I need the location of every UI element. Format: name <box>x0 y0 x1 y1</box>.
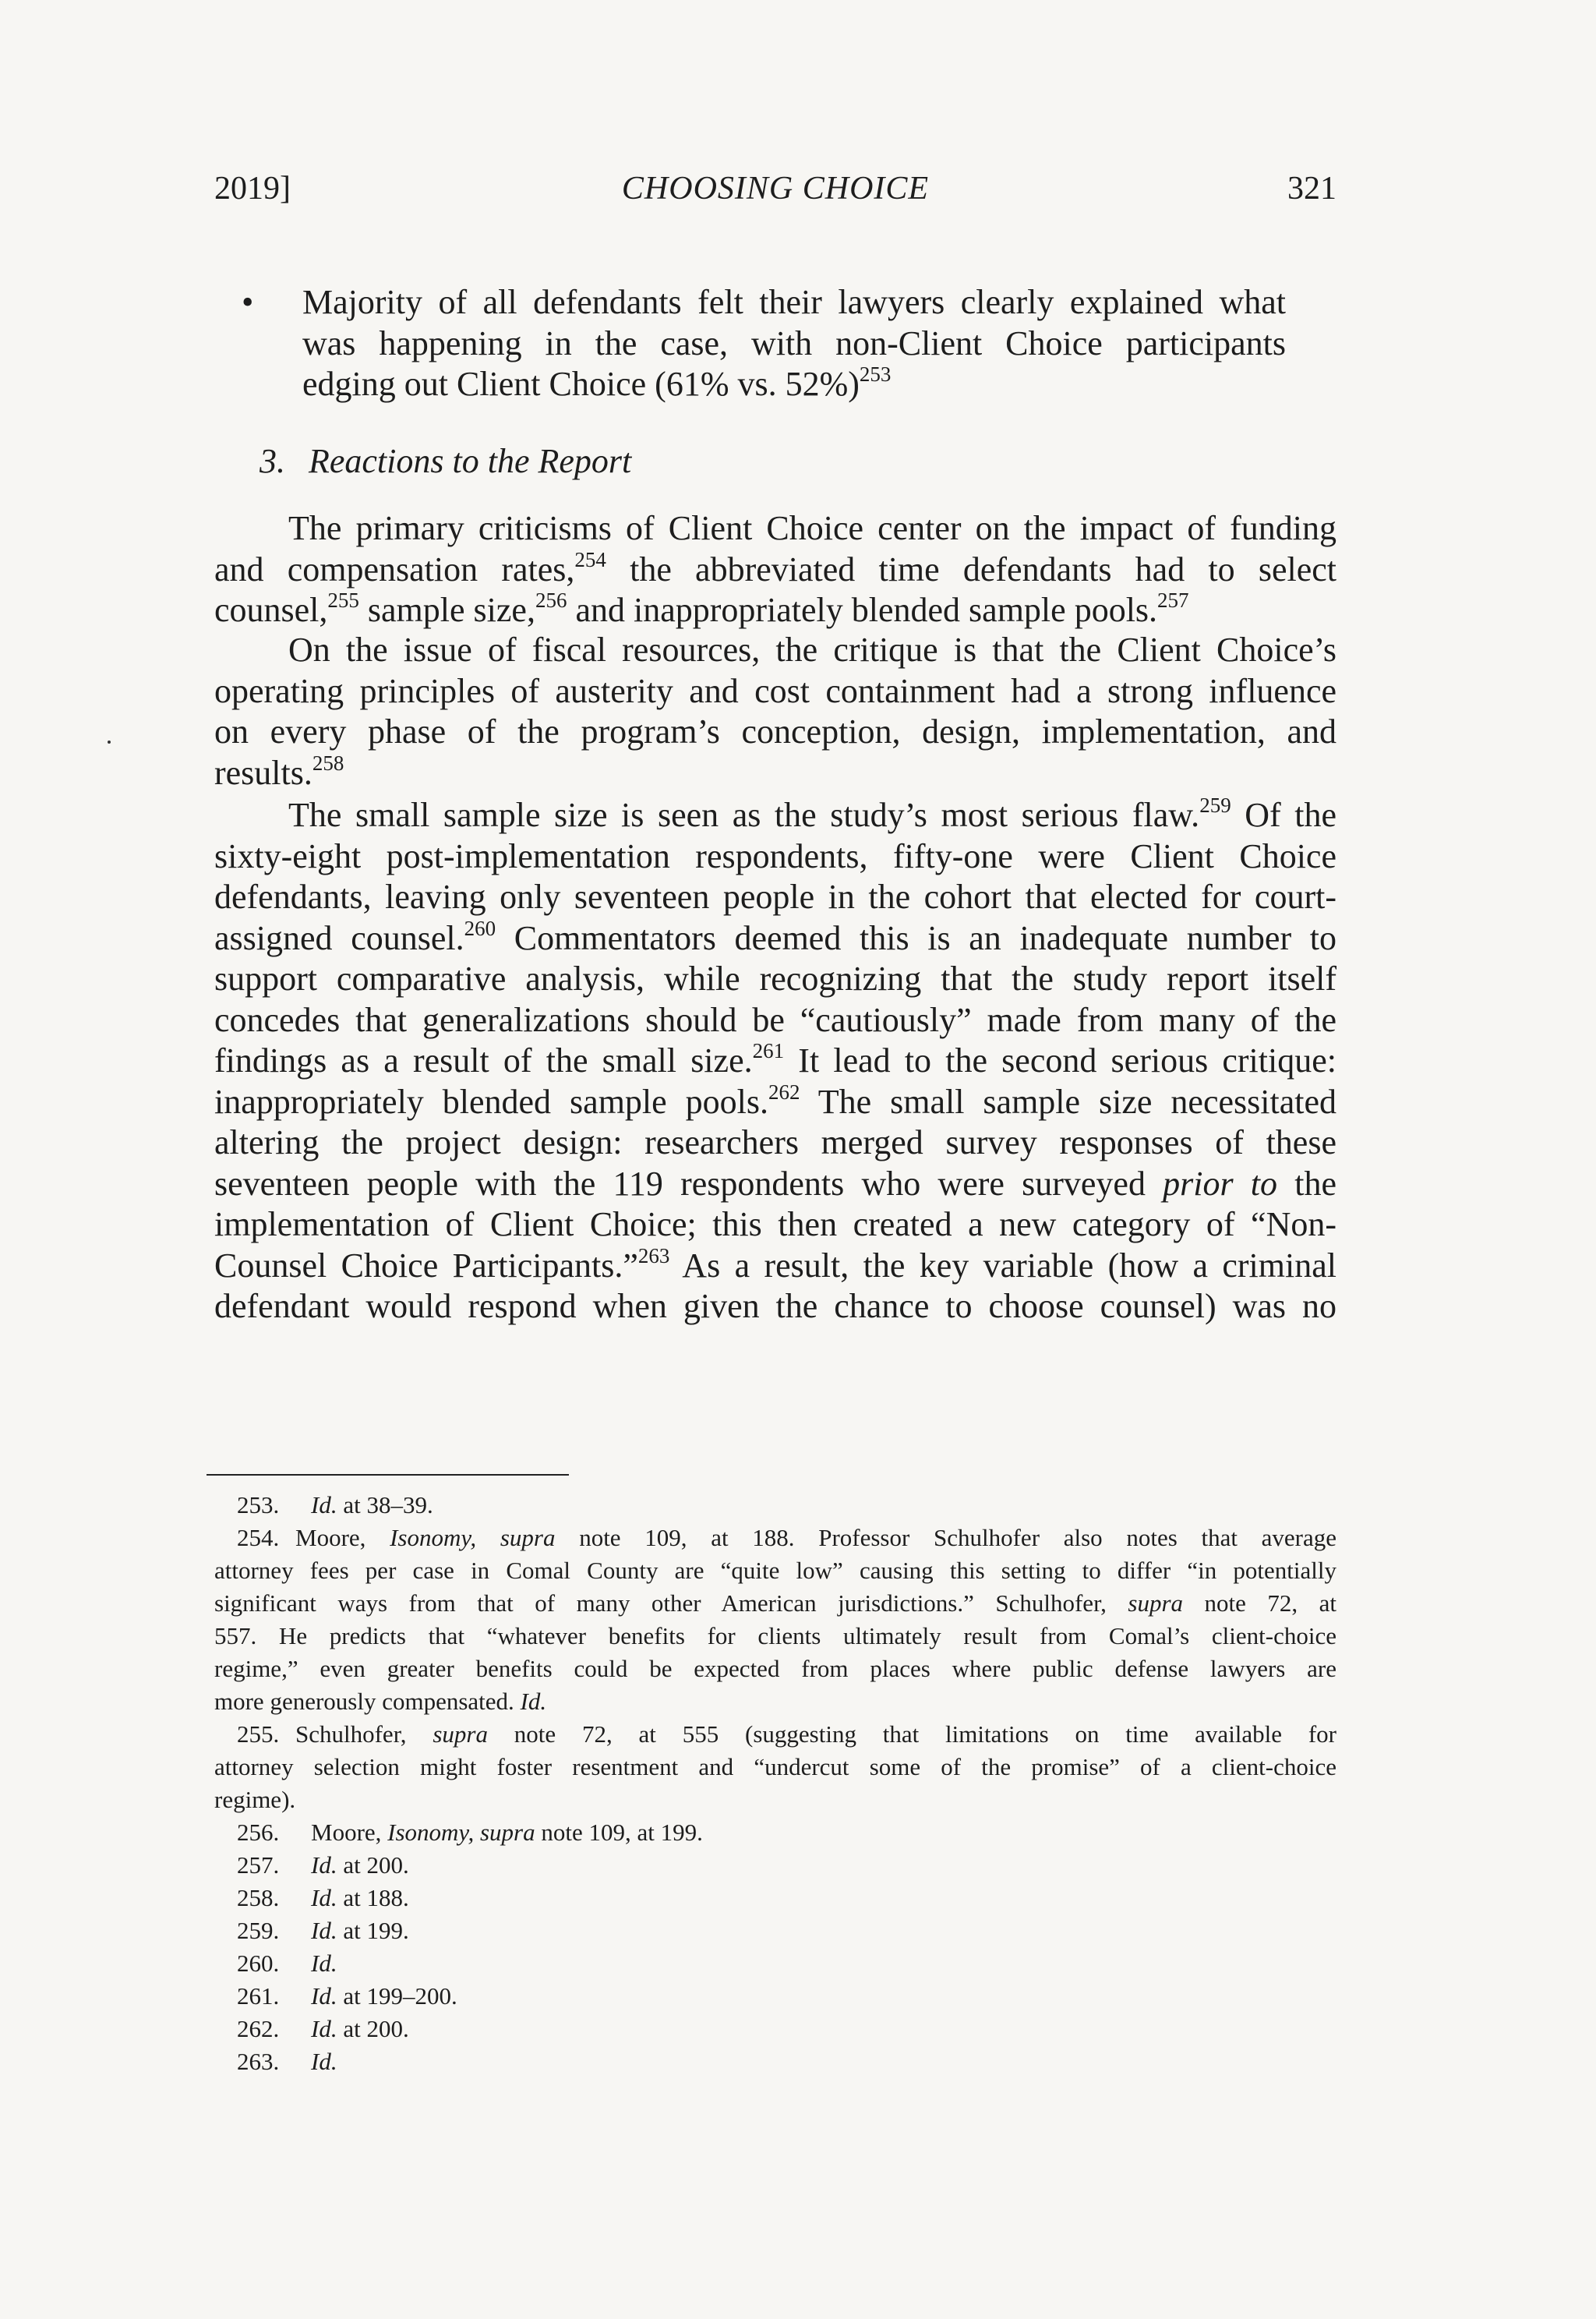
footnote-ref[interactable]: 261 <box>752 1039 785 1062</box>
stray-mark <box>108 741 111 744</box>
header-year: 2019] <box>214 171 291 207</box>
section-title: Reactions to the Report <box>309 442 632 480</box>
footnote-262: 262. Id. at 200. <box>237 2015 409 2042</box>
footnote-255: 255. Schulhofer, supra note 72, at 555 (suggesting that limitations on time available for attorney selection might foster resentment and “undercut some of the promise” of a client-choice regime). <box>214 1720 1336 1813</box>
bullet-marker: • <box>242 283 254 321</box>
section-number: 3. <box>260 442 285 480</box>
text-line: results.$^{258}$ <box>214 751 344 792</box>
footnote-ref[interactable]: 259 <box>1199 794 1231 817</box>
text-line: defendants, leaving only seventeen people in the cohort that elected for court- <box>214 878 1336 916</box>
footnote-258: 258. Id. at 188. <box>237 1884 409 1911</box>
paragraph-sample-size <box>214 795 1336 1327</box>
text-line: findings as a result of the small size.$^{261}$ It lead to the second serious critique: <box>214 1039 1336 1080</box>
text-line: The primary criticisms of Client Choice center on the impact of funding <box>288 509 1336 547</box>
text-line: The small sample size is seen as the study’s most serious flaw.$^{259}$ Of the <box>288 794 1337 834</box>
footnote-divider <box>207 1474 569 1476</box>
section-heading <box>260 441 1273 483</box>
page-number: 321 <box>1287 171 1336 207</box>
footnote-ref[interactable]: 256 <box>535 589 567 612</box>
text-line: On the issue of fiscal resources, the critique is that the Client Choice’s <box>288 631 1336 669</box>
footnote-ref[interactable]: 262 <box>768 1080 800 1104</box>
footnote-ref[interactable]: 255 <box>327 589 359 612</box>
bullet-line: Majority of all defendants felt their lawyers clearly explained what <box>302 283 1286 321</box>
footnote-260: 260. Id. <box>237 1950 337 1977</box>
footnote-254: 254. Moore, Isonomy, supra note 109, at 188. Professor Schulhofer also notes that average attorney fees per case in Comal County are “quite low” causing this setting to differ “in potentially significant ways from that of many other American jurisdictions.” Schulhofer, supra note 72, at 557. He predicts that “whatever benefits for clients ultimately result from Comal’s client-choice regime,” even greater benefits could be expected from places where public defense lawyers are more generously compensated. Id. <box>214 1524 1337 1715</box>
bullet-text <box>302 282 1286 405</box>
footnote-259: 259. Id. at 199. <box>237 1917 409 1944</box>
footnote-ref[interactable]: 253 <box>859 362 892 386</box>
text-line: Counsel Choice Participants.”$^{263}$ As a result, the key variable (how a criminal <box>214 1243 1336 1285</box>
emphasis: prior to <box>1163 1164 1278 1203</box>
paragraph-fiscal <box>214 630 1336 794</box>
bullet-line-last <box>302 364 1286 405</box>
text-line: implementation of Client Choice; this then created a new category of “Non- <box>214 1205 1336 1243</box>
text-line: sixty-eight post-implementation respondents, fifty-one were Client Choice <box>214 836 1336 875</box>
footnotes <box>214 1489 1336 2078</box>
text-line: concedes that generalizations should be “cautiously” made from many of the <box>214 1000 1336 1039</box>
footnote-ref[interactable]: 254 <box>574 547 606 571</box>
running-header <box>214 170 1336 217</box>
text-line: operating principles of austerity and cost containment had a strong influence <box>214 671 1336 710</box>
footnote-256: 256. Moore, Isonomy, supra note 109, at 199. <box>237 1819 703 1846</box>
text-line: and compensation rates,$^{254}$ the abbreviated time defendants had to select <box>214 547 1336 589</box>
header-title: CHOOSING CHOICE <box>621 171 930 207</box>
footnote-ref[interactable]: 260 <box>464 916 496 940</box>
text-line: support comparative analysis, while recognizing that the study report itself <box>214 960 1336 998</box>
text-line: assigned counsel.$^{260}$ Commentators deemed this is an inadequate number to <box>214 916 1336 957</box>
footnote-ref[interactable]: 257 <box>1157 589 1189 612</box>
text-line: defendant would respond when given the chance to choose counsel) was no <box>214 1287 1336 1325</box>
footnote-257: 257. Id. at 200. <box>237 1851 409 1879</box>
bullet-line: was happening in the case, with non-Client Choice participants <box>302 323 1286 362</box>
footnote-253: 253. Id. at 38–39. <box>237 1491 433 1518</box>
text-line: on every phase of the program’s conception, design, implementation, and <box>214 712 1336 751</box>
footnote-263: 263. Id. <box>237 2048 337 2075</box>
text-line: altering the project design: researchers merged survey responses of these <box>214 1123 1336 1161</box>
bullet-line: edging out Client Choice (61% vs. 52%) <box>302 365 860 403</box>
paragraph-criticisms <box>214 508 1336 631</box>
footnote-ref[interactable]: 263 <box>637 1243 670 1267</box>
text-line: counsel,$^{255}$ sample size,$^{256}$ and inappropriately blended sample pools.$^{257}$ <box>214 589 1189 629</box>
footnote-261: 261. Id. at 199–200. <box>237 1982 457 2010</box>
text-line: inappropriately blended sample pools.$^{262}$ The small sample size necessitated <box>214 1080 1336 1121</box>
text-line: seventeen people with the 119 respondents who were surveyed prior to the <box>214 1164 1336 1203</box>
footnote-ref[interactable]: 258 <box>312 751 344 775</box>
